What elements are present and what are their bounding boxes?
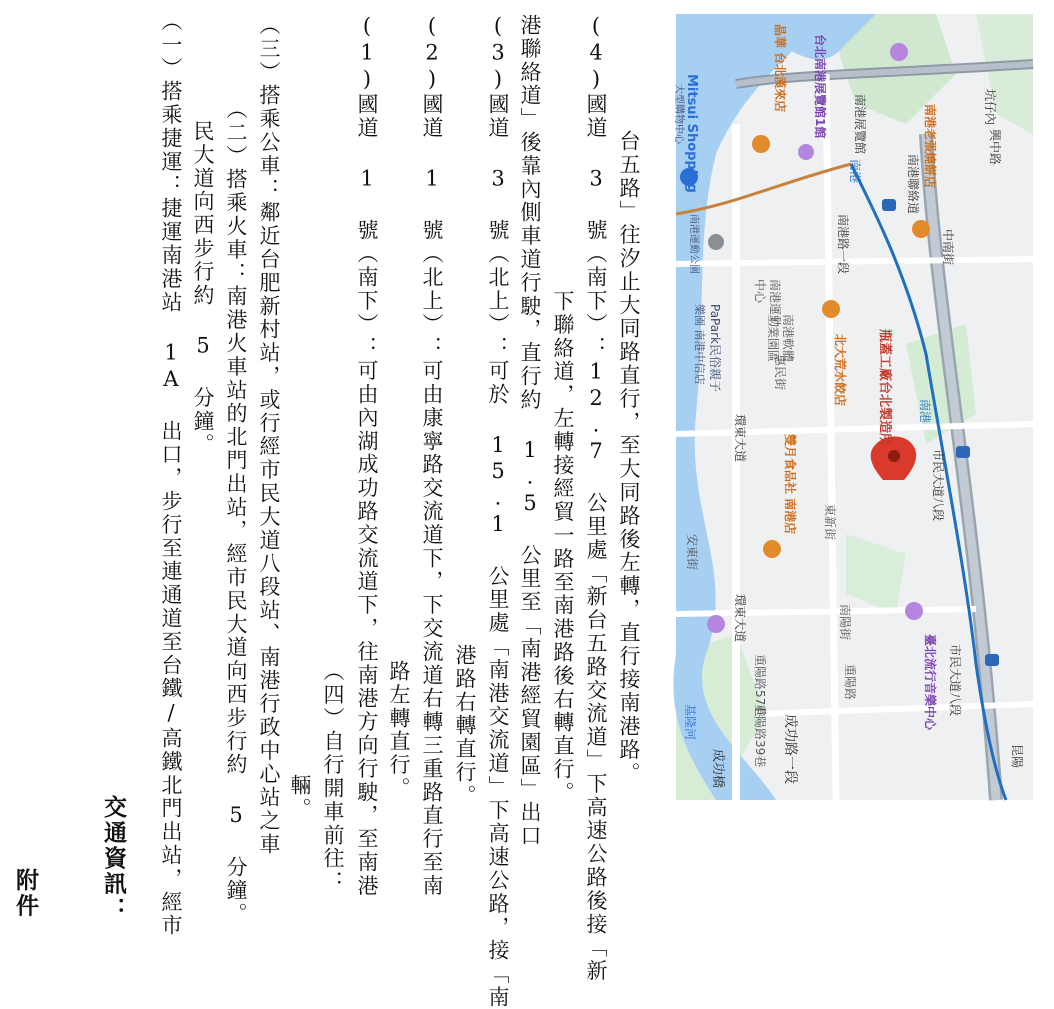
map-label-papark: PaPark民俗親子 [708,304,722,392]
map-label-software-2: 工業園區 [766,314,780,363]
location-map[interactable] [673,14,1033,800]
map-label-factory: 瓶蓋工廠台北製造所 [877,329,892,447]
text-line-15: 台五路」往汐止大同路直行，至大同路後左轉，直行接南港路。 [617,130,641,786]
text-line-2: 民大道向西步行約 5 分鐘。 [191,120,215,457]
poi-icon [905,602,923,620]
map-label-papark-sub: 樂園 南港中信店 [693,304,706,385]
map-label-chenggong: 成功路一段 [782,714,798,784]
map-label-nangang-station-2: 南港 [918,399,932,424]
text-line-14: (4)國道 3 號（南下）：12.7 公里處「新台五路交流道」下高速公路後接「新 [584,14,608,983]
map-label-huimin: 惠民街 [773,354,787,391]
text-line-4: （三）搭乘公車：鄰近台肥新村站，或行經市民大道八段站、南港行政中心站之車 [257,14,281,857]
poi-icon [798,144,814,160]
map-label-music: 臺北流行音樂中心 [923,634,937,731]
restaurant-icon [822,300,840,318]
map-label-pie: 南港老張燒餅店 [923,104,937,189]
map-label-river: 基隆河 [683,704,697,741]
text-line-5: 輛。 [288,774,312,821]
text-line-11: (3)國道 3 號（北上）：可於 15.1 公里處「南港交流道」下高速公路，接「南 [486,14,510,1009]
map-label-display: 南港展覽館 [853,94,867,155]
map-label-huandong: 環東大道 [733,414,747,463]
text-line-12: 港聯絡道」後靠內側車道行駛，直行約 1.5 公里至「南港經貿園區」出口 [518,14,542,848]
text-line-13: 下聯絡道，左轉接經貿一路至南港路後右轉直行。 [551,290,575,805]
map-label-exhibition: 台北南港展覽館1館 [813,34,827,139]
map-label-software: 南港軟體 [781,314,795,363]
map-label-cy39: 重陽路39巷 [753,704,767,768]
map-label-tingyi: 晶華 台北漢來店 [773,24,787,113]
text-line-7: (1)國道 1 號（南下）：可由內湖成功路交流道下，往南港方向行駛，至南港 [355,14,379,898]
map-label-nangang-rd: 南港路一段 [836,214,850,275]
text-line-8: 路左轉直行。 [387,660,411,801]
restaurant-icon [763,540,781,558]
text-line-10: 港路右轉直行。 [453,644,477,808]
map-label-nangang-station: 南港 [848,159,862,184]
map-label-sports-center-2: 中心 [753,279,767,304]
text-line-9: (2)國道 1 號（北上）：可由康寧路交流道下，下交流道右轉三重路直行至南 [420,14,444,898]
text-line-3: （二）搭乘火車：南港火車站的北門出站，經市民大道向西步行約 5 分鐘。 [224,98,248,926]
map-label-nanyang: 南陽街 [838,604,852,641]
map-label-kunyang: 昆陽 [1010,744,1024,769]
text-line-1: （一）搭乘捷運：捷運南港站 1A 出口，步行至連通道至台鐵/高鐵北門出站，經市 [159,10,183,938]
map-label-sports-center: 南港運動 [768,279,782,328]
map-label-shuangyue: 雙月食品社 南港店 [783,434,797,535]
map-label-shimin: 市民大道八段 [931,449,945,522]
map-label-zhongnan: 中南街 [941,229,955,266]
poi-icon [890,43,908,61]
restaurant-icon [912,220,930,238]
map-label-mitsui: Mitsui Shopping [684,74,699,193]
map-label-chenggong-bridge: 成功橋 [710,749,725,789]
map-label-kuaizi: 坑仔內 [983,89,997,126]
map-label-mitsui-sub: 大型購物中心 [673,84,684,144]
map-label-xingzhong: 興中路 [988,129,1002,166]
poi-icon [708,234,724,250]
attachment-label: 附件 [12,868,39,919]
map-label-sports-park: 南港運動公園 [688,214,699,274]
map-label-huandong-2: 環東大道 [733,594,747,643]
restaurant-icon [752,135,770,153]
map-label-huanlu: 南港聯絡道 [906,154,920,215]
map-label-beida: 北大荒水餃店 [833,334,847,407]
poi-icon [707,615,725,633]
map-label-shimin-2: 市民大道八段 [948,644,962,717]
map-label-chongyang: 重陽路 [843,664,857,701]
map-label-dongxin: 東新街 [823,504,837,541]
text-line-6: （四）自行開車前往： [321,660,345,894]
map-label-andong: 安東街 [685,534,699,571]
map-label-cy57: 重陽路57巷 [753,654,767,718]
section-title: 交通資訊： [100,795,127,922]
